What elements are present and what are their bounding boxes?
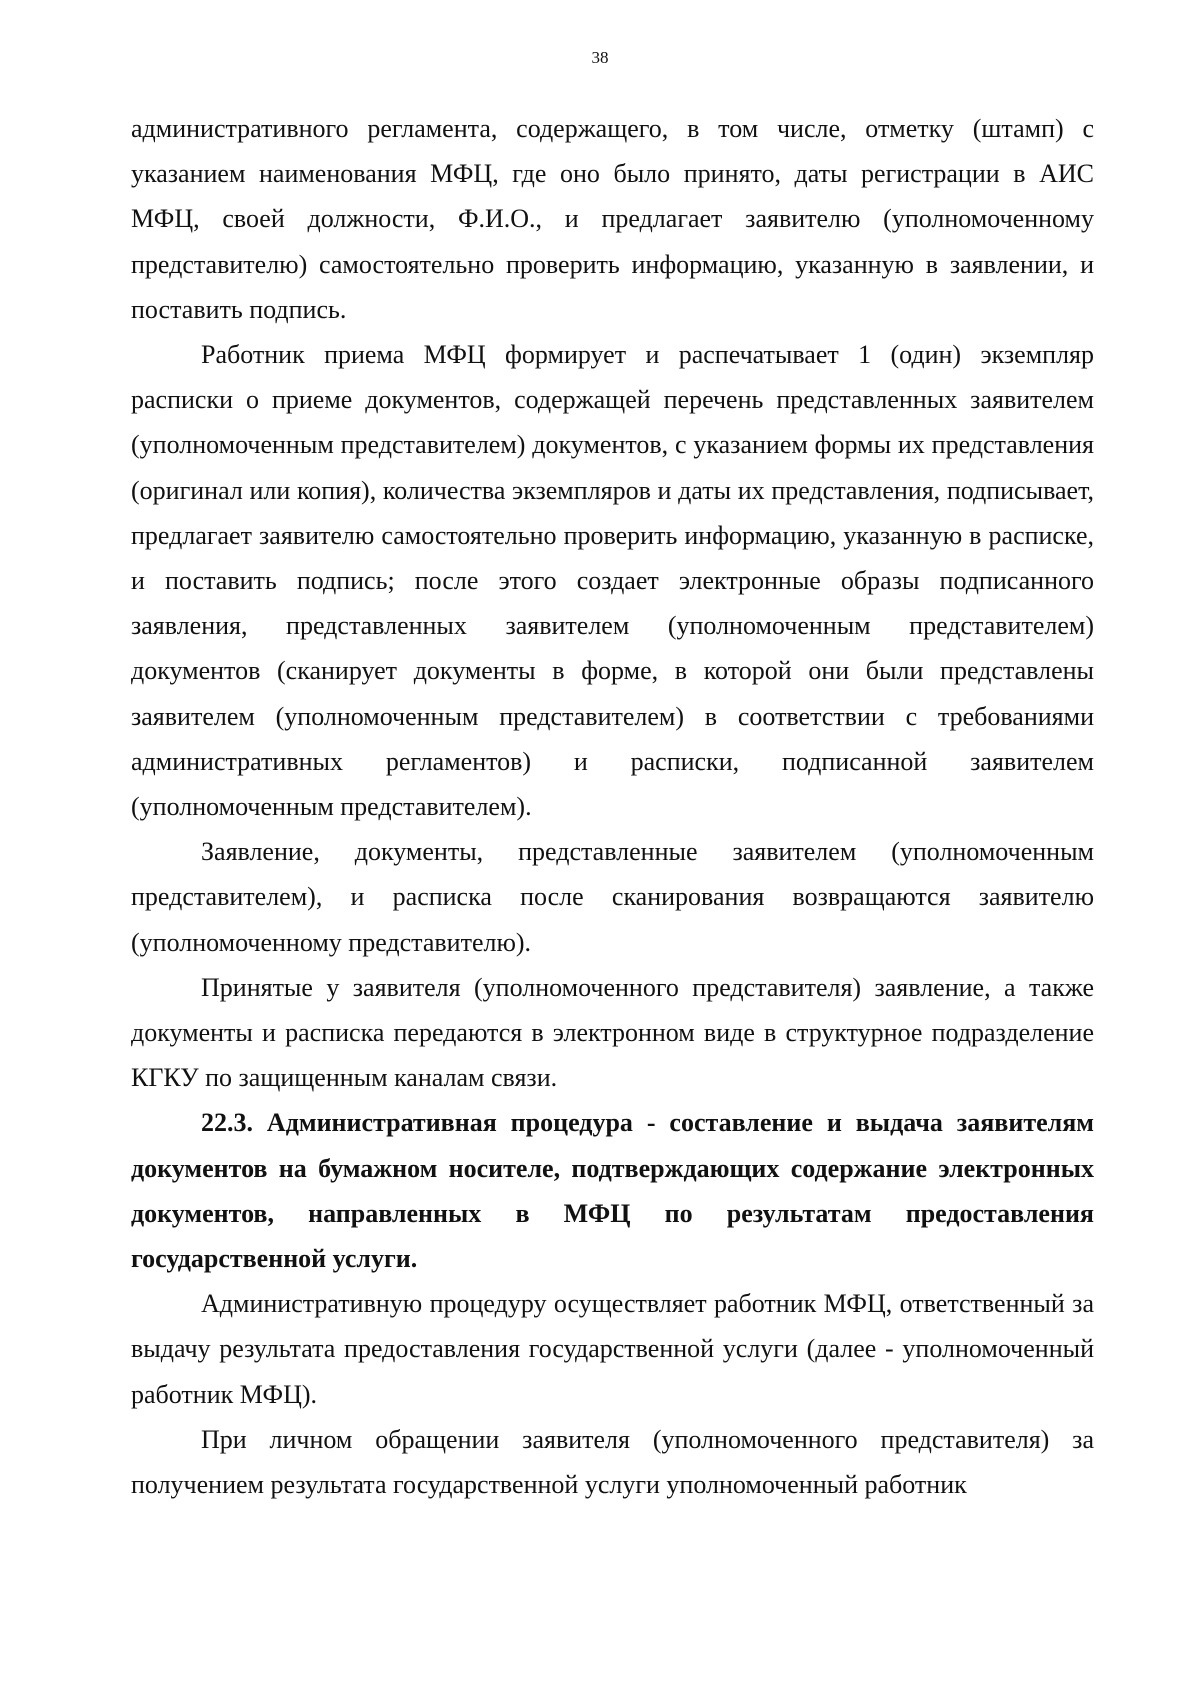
paragraph-continuation: административного регламента, содержащего, в том числе, отметку (штамп) с указанием наименования МФЦ, где оно было принято, даты регистрации в АИС МФЦ, своей должности, Ф.И.О., и предлагает заявителю (уполномоченному представителю) самостоятельно проверить информацию, указанную в заявлении, и поставить подпись.: [131, 114, 1094, 324]
paragraph-receipt: Работник приема МФЦ формирует и распечатывает 1 (один) экземпляр расписки о приеме документов, содержащей перечень представленных заявителем (уполномоченным представителем) документов, с указанием формы их представления (оригинал или копия), количества экземпляров и даты их представления, подписывает, предлагает заявителю самостоятельно проверить информацию, указанную в расписке, и поставить подпись; после этого создает электронные образы подписанного заявления, представленных заявителем (уполномоченным представителем) документов (сканирует документы в форме, в которой они были представлены заявителем (уполномоченным представителем) в соответствии с требованиями административных регламентов) и расписки, подписанной заявителем (уполномоченным представителем).: [131, 340, 1094, 822]
paragraph-procedure: Административную процедуру осуществляет работник МФЦ, ответственный за выдачу результата предоставления государственной услуги (далее - уполномоченный работник МФЦ).: [131, 1289, 1094, 1409]
paragraph-return-documents: Заявление, документы, представленные заявителем (уполномоченным представителем), и расписка после сканирования возвращаются заявителю (уполномоченному представителю).: [131, 837, 1094, 957]
paragraph-transfer: Принятые у заявителя (уполномоченного представителя) заявление, а также документы и расписка передаются в электронном виде в структурное подразделение КГКУ по защищенным каналам связи.: [131, 972, 1094, 1093]
page-number: 38: [591, 48, 609, 67]
document-body: [131, 106, 1094, 1507]
paragraph-personal-visit: При личном обращении заявителя (уполномоченного представителя) за получением результата государственной услуги уполномоченный работник: [131, 1424, 1094, 1500]
section-heading-22-3: 22.3. Административная процедура - составление и выдача заявителям документов на бумажном носителе, подтверждающих содержание электронных документов, направленных в МФЦ по результатам предоставления государственной услуги.: [131, 1108, 1094, 1274]
